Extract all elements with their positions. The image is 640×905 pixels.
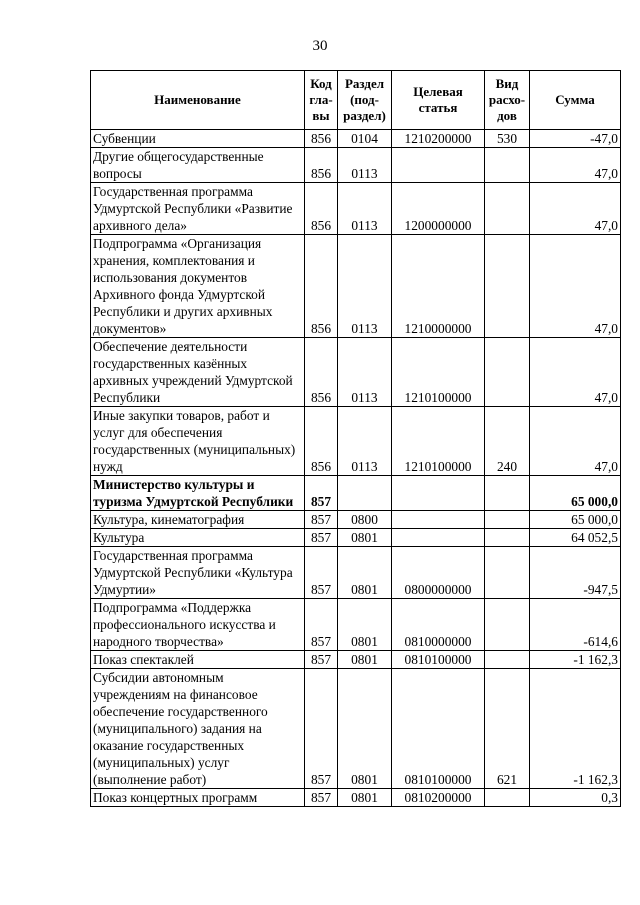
header-type: Вид расхо-дов — [485, 71, 530, 130]
cell-section: 0104 — [338, 130, 392, 148]
page-number: 30 — [312, 38, 328, 54]
table-row — [91, 529, 621, 547]
cell-section: 0801 — [338, 599, 392, 651]
cell-type — [485, 183, 530, 235]
budget-table — [90, 70, 621, 807]
cell-target: 0810100000 — [392, 651, 485, 669]
cell-name: Показ спектаклей — [91, 651, 305, 669]
cell-type — [485, 651, 530, 669]
table-row — [91, 511, 621, 529]
cell-sum: -947,5 — [530, 547, 621, 599]
table-row — [91, 130, 621, 148]
cell-name: Государственная программа Удмуртской Республики «Развитие архивного дела» — [91, 183, 305, 235]
cell-section: 0801 — [338, 651, 392, 669]
cell-code: 857 — [305, 511, 338, 529]
cell-sum: 47,0 — [530, 183, 621, 235]
cell-name: Министерство культуры и туризма Удмуртской Республики — [91, 476, 305, 511]
cell-target — [392, 529, 485, 547]
cell-target: 0810000000 — [392, 599, 485, 651]
cell-name: Подпрограмма «Организация хранения, комплектования и использования документов Архивного фонда Удмуртской Республики и других архивных документов» — [91, 235, 305, 338]
cell-section: 0801 — [338, 669, 392, 789]
table-row — [91, 789, 621, 807]
cell-name: Субвенции — [91, 130, 305, 148]
header-target: Целевая статья — [392, 71, 485, 130]
cell-section: 0801 — [338, 529, 392, 547]
cell-section: 0113 — [338, 407, 392, 476]
cell-code: 856 — [305, 235, 338, 338]
table-row — [91, 599, 621, 651]
cell-code: 857 — [305, 476, 338, 511]
cell-target: 1200000000 — [392, 183, 485, 235]
table-row — [91, 407, 621, 476]
cell-type — [485, 338, 530, 407]
cell-target: 0810100000 — [392, 669, 485, 789]
cell-sum: 0,3 — [530, 789, 621, 807]
cell-type — [485, 789, 530, 807]
cell-target: 1210000000 — [392, 235, 485, 338]
cell-type — [485, 529, 530, 547]
cell-target: 1210100000 — [392, 407, 485, 476]
header-sum: Сумма — [530, 71, 621, 130]
cell-target: 0800000000 — [392, 547, 485, 599]
table-row — [91, 235, 621, 338]
cell-sum: 47,0 — [530, 407, 621, 476]
cell-target — [392, 511, 485, 529]
cell-name: Государственная программа Удмуртской Республики «Культура Удмуртии» — [91, 547, 305, 599]
table-row — [91, 651, 621, 669]
cell-target: 1210100000 — [392, 338, 485, 407]
table-row — [91, 338, 621, 407]
cell-name: Культура, кинематография — [91, 511, 305, 529]
table-row — [91, 547, 621, 599]
cell-sum: -1 162,3 — [530, 651, 621, 669]
cell-code: 856 — [305, 148, 338, 183]
table-row — [91, 183, 621, 235]
header-name: Наименование — [91, 71, 305, 130]
header-code: Код гла-вы — [305, 71, 338, 130]
table-header-row — [91, 71, 621, 130]
cell-target — [392, 148, 485, 183]
table-row — [91, 669, 621, 789]
cell-type — [485, 148, 530, 183]
cell-type — [485, 547, 530, 599]
cell-code: 856 — [305, 130, 338, 148]
cell-type — [485, 235, 530, 338]
cell-code: 856 — [305, 338, 338, 407]
cell-code: 857 — [305, 547, 338, 599]
cell-name: Показ концертных программ — [91, 789, 305, 807]
cell-target — [392, 476, 485, 511]
cell-code: 857 — [305, 651, 338, 669]
header-section: Раздел (под-раздел) — [338, 71, 392, 130]
cell-sum: 64 052,5 — [530, 529, 621, 547]
cell-section: 0801 — [338, 547, 392, 599]
cell-name: Обеспечение деятельности государственных казённых архивных учреждений Удмуртской Республики — [91, 338, 305, 407]
cell-sum: -1 162,3 — [530, 669, 621, 789]
cell-type: 621 — [485, 669, 530, 789]
cell-sum: 65 000,0 — [530, 476, 621, 511]
cell-sum: 47,0 — [530, 148, 621, 183]
cell-code: 857 — [305, 529, 338, 547]
cell-section — [338, 476, 392, 511]
table-row — [91, 148, 621, 183]
cell-type — [485, 511, 530, 529]
cell-type — [485, 599, 530, 651]
cell-name: Подпрограмма «Поддержка профессионального искусства и народного творчества» — [91, 599, 305, 651]
cell-name: Субсидии автономным учреждениям на финансовое обеспечение государственного (муниципального) задания на оказание государственных (муниципальных) услуг (выполнение работ) — [91, 669, 305, 789]
cell-section: 0113 — [338, 148, 392, 183]
cell-sum: 47,0 — [530, 235, 621, 338]
cell-sum: 65 000,0 — [530, 511, 621, 529]
cell-section: 0113 — [338, 338, 392, 407]
cell-code: 856 — [305, 407, 338, 476]
cell-target: 0810200000 — [392, 789, 485, 807]
cell-sum: 47,0 — [530, 338, 621, 407]
cell-section: 0113 — [338, 235, 392, 338]
cell-name: Иные закупки товаров, работ и услуг для обеспечения государственных (муниципальных) нужд — [91, 407, 305, 476]
cell-code: 856 — [305, 183, 338, 235]
table-row — [91, 476, 621, 511]
cell-target: 1210200000 — [392, 130, 485, 148]
cell-code: 857 — [305, 599, 338, 651]
cell-sum: -614,6 — [530, 599, 621, 651]
cell-section: 0801 — [338, 789, 392, 807]
cell-type: 530 — [485, 130, 530, 148]
cell-sum: -47,0 — [530, 130, 621, 148]
cell-code: 857 — [305, 669, 338, 789]
cell-section: 0113 — [338, 183, 392, 235]
cell-name: Культура — [91, 529, 305, 547]
cell-section: 0800 — [338, 511, 392, 529]
cell-name: Другие общегосударственные вопросы — [91, 148, 305, 183]
cell-type — [485, 476, 530, 511]
cell-code: 857 — [305, 789, 338, 807]
cell-type: 240 — [485, 407, 530, 476]
